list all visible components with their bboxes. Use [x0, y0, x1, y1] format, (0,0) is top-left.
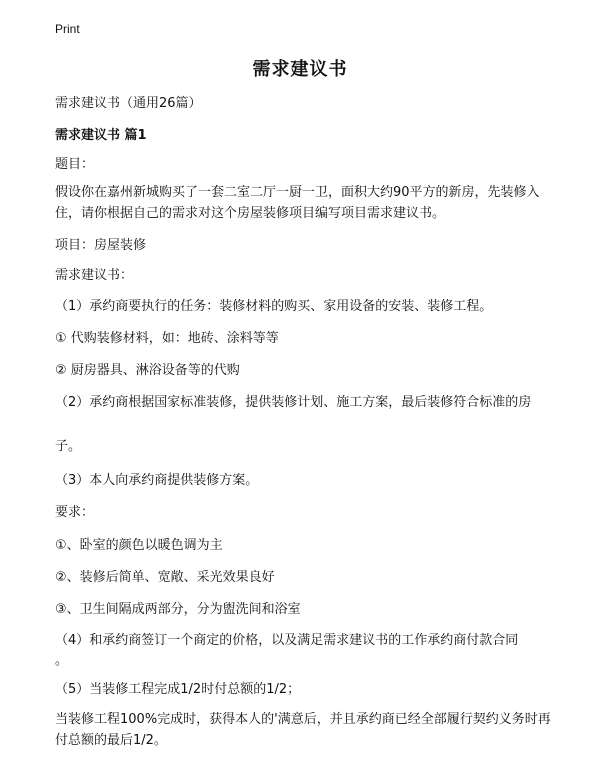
paragraph-rfp-label: 需求建议书： — [55, 268, 134, 283]
paragraph-item-2-cont: 子。 — [55, 439, 82, 454]
paragraph-item-2: （2）承约商根据国家标准装修，提供装修计划、施工方案，最后装修符合标准的房 — [55, 395, 532, 410]
paragraph-req-2: ②、装修后简单、宽敞、采光效果良好 — [55, 570, 275, 585]
paragraph-requirements-label: 要求： — [55, 505, 95, 520]
paragraph-item-4-cont: 。 — [55, 653, 69, 668]
section-heading: 需求建议书 篇1 — [55, 128, 147, 143]
paragraph-project: 项目：房屋装修 — [55, 238, 147, 253]
print-link[interactable]: Print — [55, 22, 80, 36]
document-subtitle: 需求建议书（通用26篇） — [55, 96, 202, 111]
paragraph-item-1a: ① 代购装修材料，如：地砖、涂料等等 — [55, 331, 279, 346]
paragraph-item-1: （1）承约商要执行的任务：装修材料的购买、家用设备的安装、装修工程。 — [55, 299, 493, 314]
paragraph-item-1b: ② 厨房器具、淋浴设备等的代购 — [55, 363, 240, 378]
paragraph-item-4: （4）和承约商签订一个商定的价格，以及满足需求建议书的工作承约商付款合同 — [55, 633, 519, 648]
paragraph-final-payment: 当装修工程100%完成时，获得本人的'满意后，并且承约商已经全部履行契约义务时再付总额的最后1/2。 — [55, 712, 551, 748]
paragraph-topic: 题目： — [55, 157, 95, 172]
paragraph-item-3: （3）本人向承约商提供装修方案。 — [55, 473, 259, 488]
paragraph-req-1: ①、卧室的颜色以暖色调为主 — [55, 538, 223, 553]
paragraph-req-3: ③、卫生间隔成两部分，分为盥洗间和浴室 — [55, 602, 301, 617]
paragraph-item-5: （5）当装修工程完成1/2时付总额的1/2； — [55, 682, 301, 697]
page-title: 需求建议书 — [252, 59, 348, 80]
paragraph-scenario: 假设你在嘉州新城购买了一套二室二厅一厨一卫，面积大约90平方的新房，先装修入住，请你根据自己的需求对这个房屋装修项目编写项目需求建议书。 — [55, 185, 540, 221]
